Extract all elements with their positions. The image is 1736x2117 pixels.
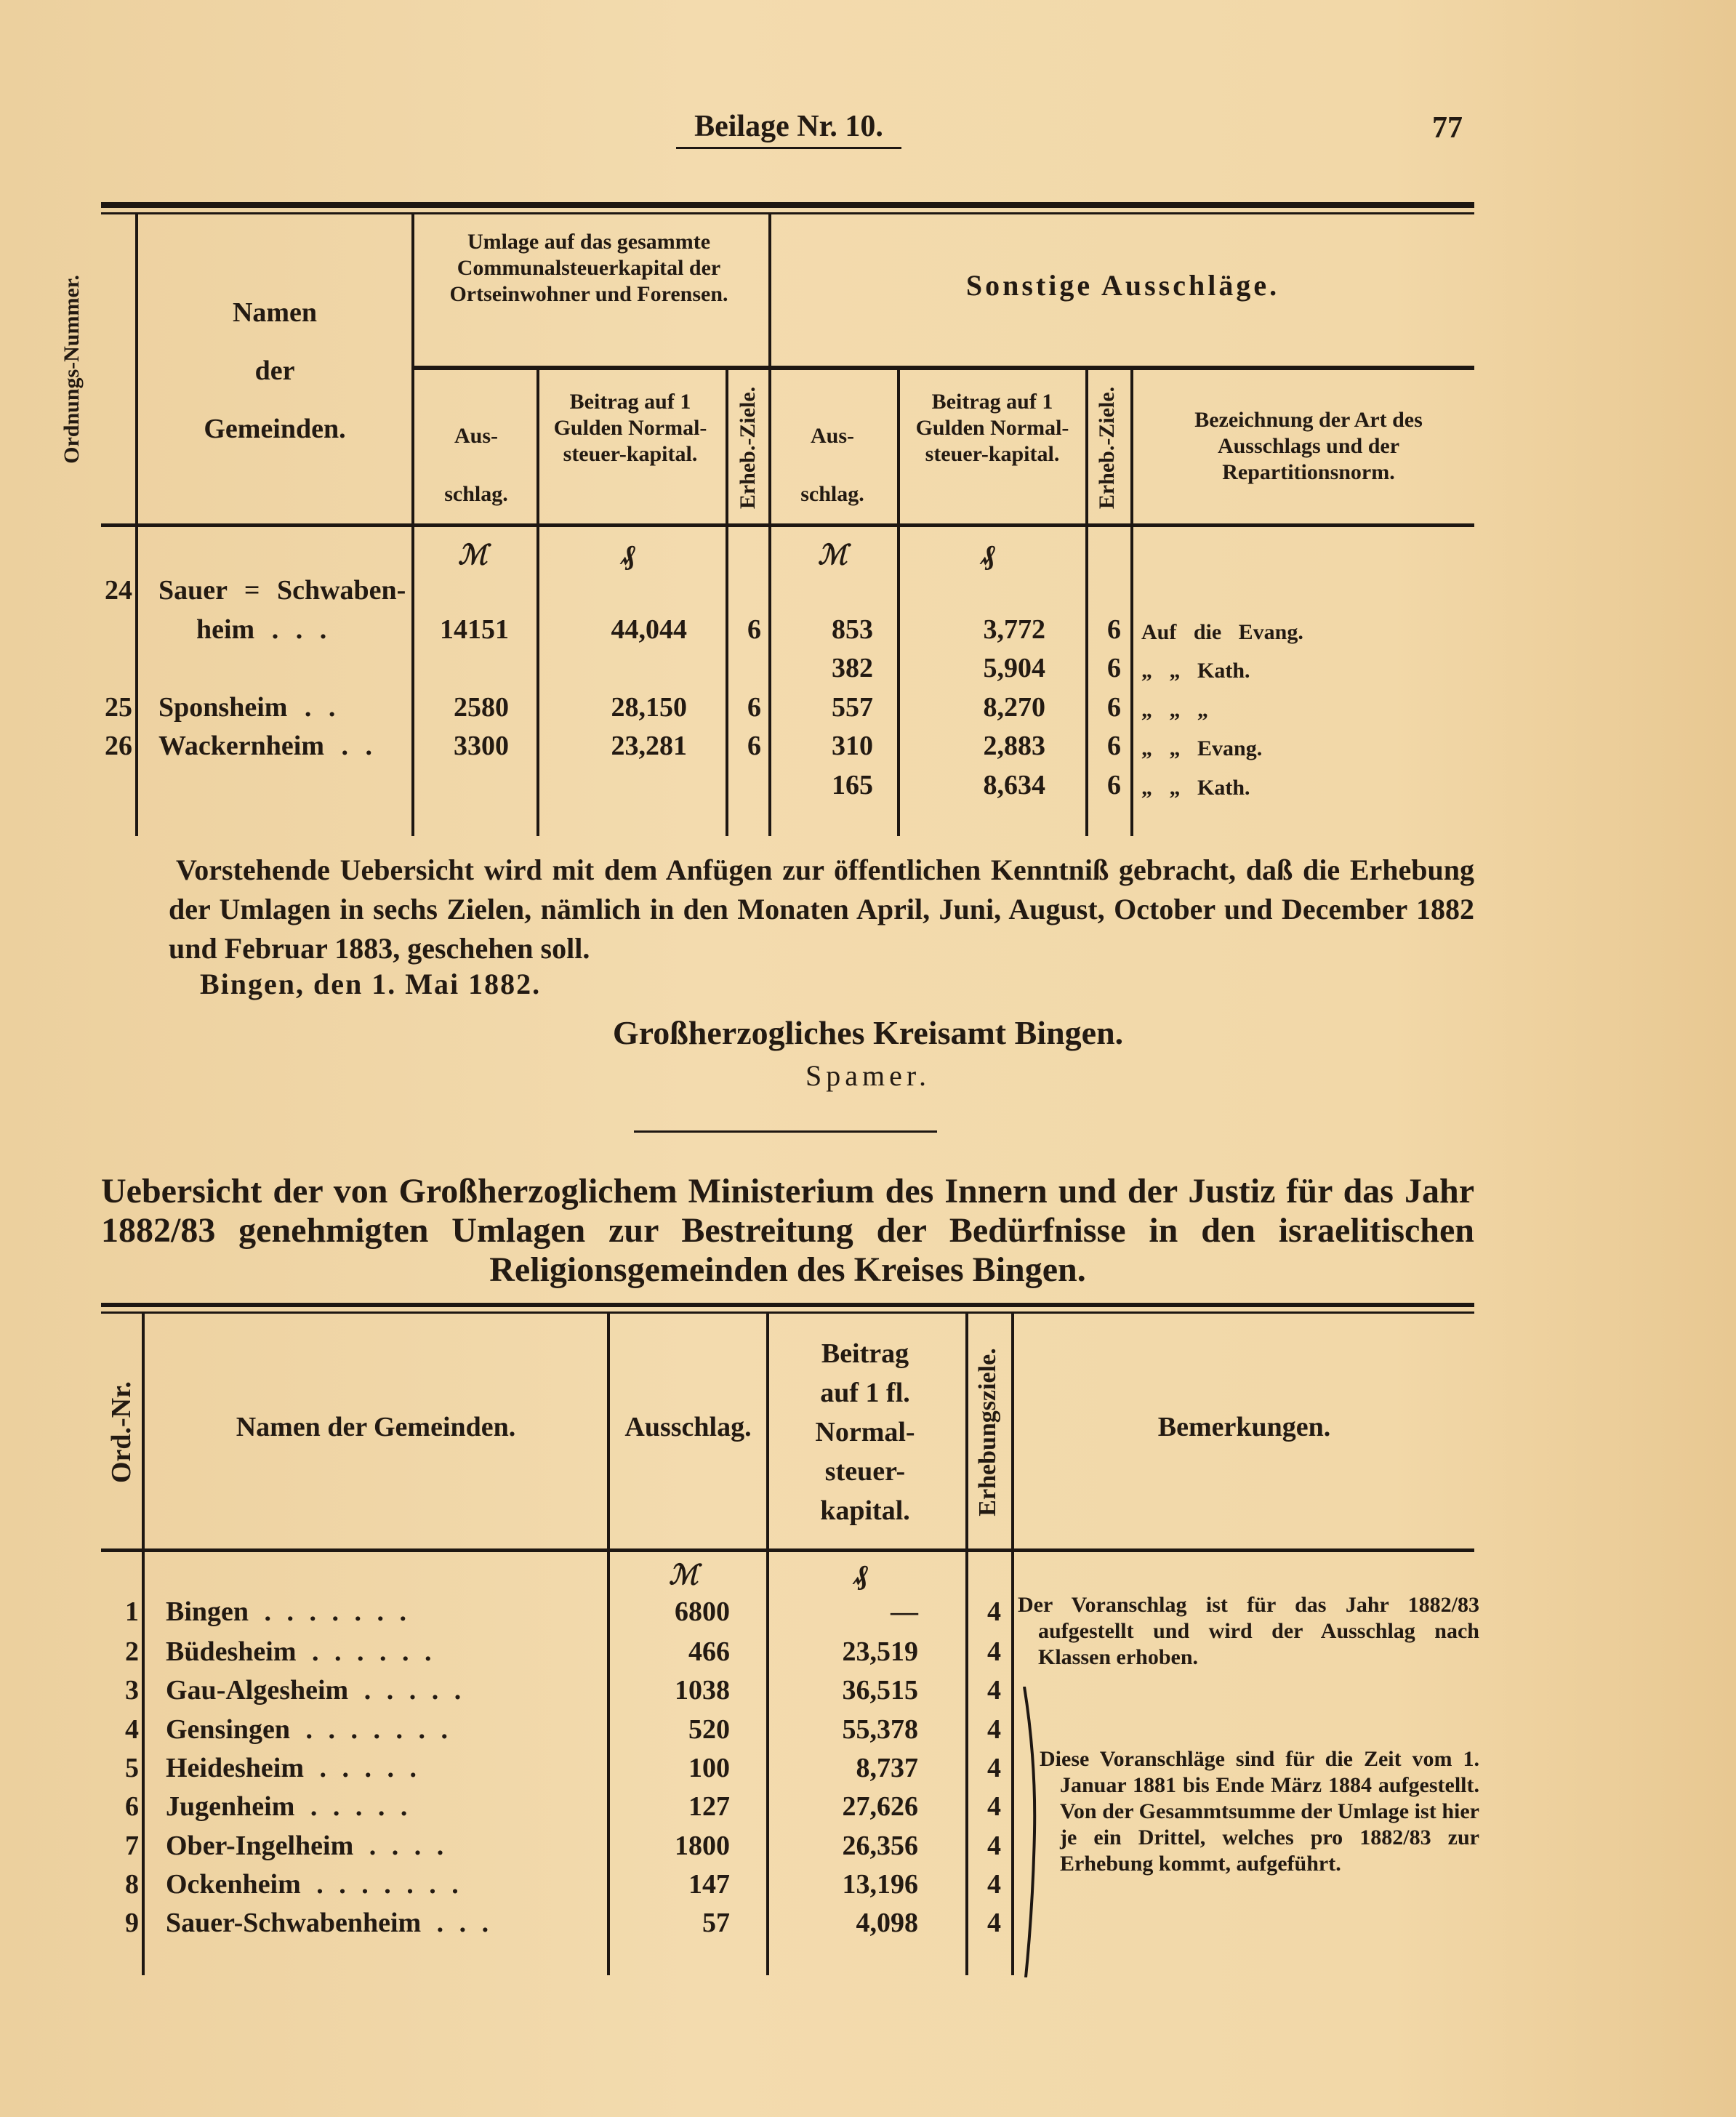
- row-number: 4: [125, 1714, 139, 1745]
- row-ziele2: 6: [1107, 691, 1121, 723]
- row-ausschlag2: 853: [832, 614, 873, 645]
- col-ausschlag2-header: Aus-schlag.: [800, 424, 864, 506]
- unit-pf: ₰: [981, 540, 995, 571]
- authority: Großherzogliches Kreisamt Bingen.: [612, 1014, 1124, 1051]
- group-umlage-header: Umlage auf das gesammte Communalsteuerkapital der Ortseinwohner und Forensen.: [449, 230, 728, 306]
- row-number: 6: [125, 1791, 139, 1823]
- col-ziele2-header: Erheb.-Ziele.: [1095, 386, 1119, 510]
- unit-pf: ₰: [622, 540, 635, 571]
- row-bezeichnung: „ „ Kath.: [1141, 659, 1250, 683]
- row-ausschlag: 127: [688, 1791, 730, 1823]
- row-ziele2: 6: [1107, 769, 1121, 800]
- header-line: Namen: [232, 297, 318, 328]
- row-ziele2: 6: [1107, 614, 1121, 645]
- col-bezeichnung-header: Bezeichnung der Art des Ausschlags und der Repartitionsnorm.: [1194, 408, 1423, 484]
- row-name: Jugenheim . . . . .: [166, 1791, 408, 1823]
- row-ziele: 4: [987, 1908, 1001, 1939]
- col-ordnungsnummer-header: Ordnungs-Nummer.: [60, 275, 84, 464]
- row-beitrag: 55,378: [842, 1714, 918, 1745]
- row-beitrag: 36,515: [842, 1675, 918, 1706]
- col-name-header: [138, 284, 411, 458]
- row-ziele: 6: [747, 731, 761, 761]
- page-header-title: Beilage Nr. 10.: [676, 109, 901, 149]
- row-ziele: 4: [987, 1714, 1001, 1745]
- row-number: 8: [125, 1868, 139, 1900]
- row-ziele: 6: [747, 691, 761, 723]
- col-name-header: Namen der Gemeinden.: [236, 1412, 516, 1442]
- announcement-paragraph: Vorstehende Uebersicht wird mit dem Anfügen zur öffentlichen Kenntniß gebracht, daß die Erhebung der Umlagen in sechs Zielen, nämlich in den Monaten April, Juni, August, October und December 1882 und Februar 1883, geschehen soll.: [169, 853, 1474, 965]
- row-beitrag: 28,150: [611, 691, 687, 723]
- row-beitrag2: 3,772: [983, 614, 1045, 645]
- row-beitrag: 27,626: [842, 1791, 918, 1823]
- row-beitrag: 44,044: [611, 614, 687, 645]
- page-number: 77: [1432, 111, 1463, 145]
- row-beitrag: 26,356: [842, 1830, 918, 1861]
- row-beitrag: —: [891, 1596, 918, 1627]
- row-number: 2: [125, 1636, 139, 1667]
- note-bingen: Der Voranschlag ist für das Jahr 1882/83 aufgestellt und wird der Ausschlag nach Klassen erhoben.: [1018, 1593, 1479, 1669]
- col-ordnr-header: Ord.-Nr.: [106, 1381, 137, 1484]
- row-ausschlag: 147: [688, 1868, 730, 1900]
- col-ziele-header: Erheb.-Ziele.: [736, 386, 760, 510]
- col-beitrag-header: Beitrag auf 1 Gulden Normal-steuer-kapital.: [553, 390, 707, 466]
- col-erhebungsziele-header: Erhebungsziele.: [974, 1348, 1001, 1517]
- row-ausschlag: 1800: [675, 1830, 730, 1861]
- header-line: Gemeinden.: [204, 414, 346, 444]
- row-beitrag: 8,737: [856, 1752, 918, 1783]
- row-beitrag: 13,196: [842, 1868, 918, 1900]
- row-name: Gensingen . . . . . . .: [166, 1714, 449, 1745]
- row-ausschlag: 100: [688, 1752, 730, 1783]
- unit-mark: ℳ: [669, 1560, 699, 1591]
- row-ausschlag: 2580: [454, 691, 509, 723]
- row-name: Bingen . . . . . . .: [166, 1596, 407, 1627]
- row-name: Sauer = Schwaben-: [158, 575, 406, 606]
- row-number: 7: [125, 1830, 139, 1861]
- row-name: Ockenheim . . . . . . .: [166, 1868, 459, 1900]
- col-beitrag2-header: Beitrag auf 1 Gulden Normal-steuer-kapital.: [915, 390, 1069, 466]
- row-name: Heidesheim . . . . .: [166, 1752, 417, 1783]
- row-name: Sauer-Schwabenheim . . .: [166, 1908, 489, 1939]
- row-number: 5: [125, 1752, 139, 1783]
- row-ausschlag2: 382: [832, 653, 873, 683]
- row-bezeichnung: „ „ „: [1141, 697, 1208, 722]
- row-ausschlag: 14151: [440, 614, 509, 645]
- row-ziele2: 6: [1107, 653, 1121, 683]
- row-ausschlag: 57: [702, 1908, 730, 1939]
- row-name: Büdesheim . . . . . .: [166, 1636, 432, 1667]
- row-beitrag2: 5,904: [983, 653, 1045, 683]
- row-number: 25: [105, 691, 132, 723]
- row-beitrag2: 8,270: [983, 691, 1045, 723]
- col-ausschlag-header: Aus-schlag.: [444, 424, 508, 506]
- separator-rule: [634, 1130, 937, 1133]
- row-beitrag: 4,098: [856, 1908, 918, 1939]
- col-beitrag-header: Beitrag auf 1 fl. Normal-steuer-kapital.: [815, 1338, 915, 1526]
- row-name: Gau-Algesheim . . . . .: [166, 1675, 462, 1706]
- row-ausschlag2: 165: [832, 769, 873, 800]
- header-line: der: [254, 355, 295, 386]
- row-number: 1: [125, 1596, 139, 1627]
- col-ausschlag-header: Ausschlag.: [624, 1412, 752, 1442]
- row-beitrag2: 8,634: [983, 769, 1045, 800]
- place-date: Bingen, den 1. Mai 1882.: [200, 968, 542, 1000]
- row-number: 26: [105, 731, 132, 761]
- row-ziele: 4: [987, 1675, 1001, 1706]
- row-beitrag2: 2,883: [983, 731, 1045, 761]
- row-name: heim . . .: [196, 614, 327, 645]
- row-ziele2: 6: [1107, 731, 1121, 761]
- group-sonstige-header: Sonstige Ausschläge.: [965, 269, 1280, 302]
- table-2-title: Uebersicht der von Großherzoglichem Ministerium des Innern und der Justiz für das Jahr 1882/83 genehmigten Umlagen zur Bestreitung der Bedürfnisse in den israelitischen Religionsgemeinden des Kreises Bingen.: [101, 1172, 1474, 1289]
- row-name: Sponsheim . .: [158, 691, 336, 723]
- row-ziele: 6: [747, 614, 761, 645]
- row-bezeichnung: „ „ Evang.: [1141, 736, 1263, 760]
- note-grouped: Diese Voranschläge sind für die Zeit vom 1. Januar 1881 bis Ende März 1884 aufgestellt. Von der Gesammtsumme der Umlage ist hier je ein Drittel, welches pro 1882/83 zur Erhebung kommt, aufgeführt.: [1040, 1747, 1479, 1876]
- unit-pf: ₰: [854, 1560, 868, 1591]
- row-name: Wackernheim . .: [158, 731, 372, 761]
- row-ausschlag: 3300: [454, 731, 509, 761]
- row-number: 3: [125, 1675, 139, 1706]
- row-ziele: 4: [987, 1830, 1001, 1861]
- row-name: Ober-Ingelheim . . . .: [166, 1830, 444, 1861]
- row-ausschlag2: 557: [832, 691, 873, 723]
- row-ausschlag: 1038: [675, 1675, 730, 1706]
- unit-mark: ℳ: [818, 540, 848, 571]
- row-ziele: 4: [987, 1791, 1001, 1823]
- signature: Spamer.: [805, 1059, 931, 1092]
- col-bemerkungen-header: Bemerkungen.: [1157, 1412, 1331, 1442]
- row-ausschlag: 520: [688, 1714, 730, 1745]
- row-ziele: 4: [987, 1636, 1001, 1667]
- row-ausschlag: 6800: [675, 1596, 730, 1627]
- row-number: 24: [105, 575, 132, 606]
- row-beitrag: 23,519: [842, 1636, 918, 1667]
- row-bezeichnung: Auf die Evang.: [1141, 619, 1303, 644]
- unit-mark: ℳ: [458, 540, 488, 571]
- row-bezeichnung: „ „ Kath.: [1141, 775, 1250, 800]
- row-ziele: 4: [987, 1752, 1001, 1783]
- row-ausschlag: 466: [688, 1636, 730, 1667]
- row-number: 9: [125, 1908, 139, 1939]
- row-ausschlag2: 310: [832, 731, 873, 761]
- row-beitrag: 23,281: [611, 731, 687, 761]
- row-ziele: 4: [987, 1596, 1001, 1627]
- row-ziele: 4: [987, 1868, 1001, 1900]
